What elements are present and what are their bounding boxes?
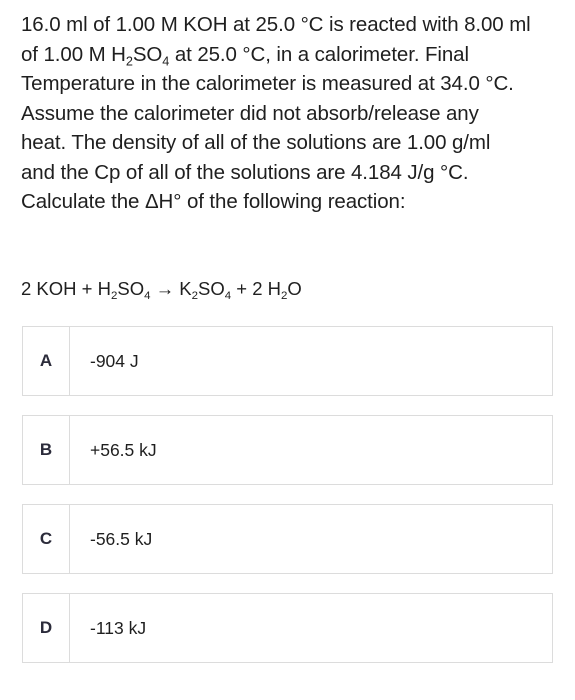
answer-option-c[interactable] xyxy=(22,504,553,574)
equation-text: SO xyxy=(198,278,225,299)
option-text: -904 J xyxy=(90,350,139,371)
answer-option-a[interactable] xyxy=(22,326,553,396)
question-line-text: SO xyxy=(132,42,163,66)
question-line-text: at 25.0 °C, in a calorimeter. Final xyxy=(169,42,469,66)
option-text: -113 kJ xyxy=(90,617,147,638)
question-line: 16.0 ml of 1.00 M KOH at 25.0 °C is reacted with 8.00 ml xyxy=(21,13,531,36)
answer-option-b[interactable] xyxy=(22,415,553,485)
option-letter: B xyxy=(23,416,70,484)
subscript: 4 xyxy=(224,290,232,302)
subscript: 2 xyxy=(281,290,288,302)
question-line-text: of 1.00 M H xyxy=(21,42,126,66)
question-line: and the Cp of all of the solutions are 4.184 J/g °C. xyxy=(21,160,469,184)
question-line: heat. The density of all of the solutions are 1.00 g/ml xyxy=(21,131,491,154)
question-line: Temperature in the calorimeter is measured at 34.0 °C. xyxy=(21,72,514,95)
option-letter: D xyxy=(23,594,70,662)
equation-text: 2 KOH + H xyxy=(21,278,111,299)
subscript: 2 xyxy=(110,290,118,302)
question-line xyxy=(21,40,561,70)
option-text: +56.5 kJ xyxy=(90,439,157,460)
option-text: -56.5 kJ xyxy=(90,528,153,549)
subscript: 4 xyxy=(144,290,151,302)
question-line: Assume the calorimeter did not absorb/release any xyxy=(21,101,479,125)
subscript: 2 xyxy=(191,290,198,302)
equation-text: + 2 H xyxy=(231,278,281,299)
equation-text: O xyxy=(287,278,302,299)
equation-text: SO xyxy=(117,278,145,299)
question-line: Calculate the ΔH° of the following reaction: xyxy=(21,190,406,213)
subscript: 2 xyxy=(125,52,133,68)
question-text xyxy=(21,10,561,217)
option-letter: A xyxy=(23,327,70,395)
reaction-equation xyxy=(21,275,302,303)
option-letter: C xyxy=(23,505,70,573)
subscript: 4 xyxy=(162,52,170,68)
answer-options xyxy=(22,326,553,682)
equation-text: → K xyxy=(150,278,192,299)
answer-option-d[interactable] xyxy=(22,593,553,663)
